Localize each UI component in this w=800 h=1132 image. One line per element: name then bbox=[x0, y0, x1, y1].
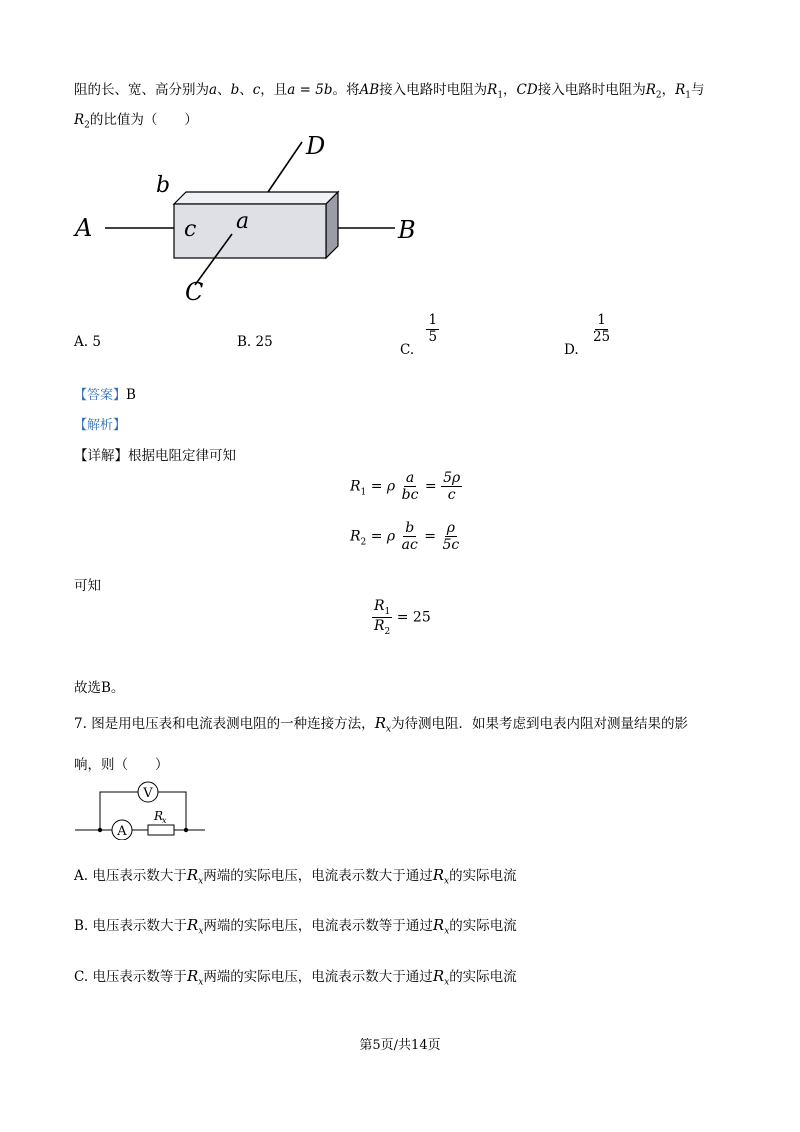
kezhi-text: 可知 bbox=[74, 578, 101, 594]
q6-stem-line1: 阻的长、宽、高分别为a、b、c，且a = 5b。将AB接入电路时电阻为$R_1$，CD接入电路时电阻为$R_2$，$R_1$与 bbox=[74, 82, 705, 101]
fraction: $\frac{1}{5}$ bbox=[428, 312, 438, 345]
svg-text:x: x bbox=[162, 816, 167, 825]
resistor-block-figure bbox=[70, 130, 430, 305]
q7-option-b: B. 电压表示数大于$R_x$两端的实际电压，电流表示数等于通过$R_x$的实际电流 bbox=[74, 916, 517, 937]
answer-line bbox=[74, 384, 136, 403]
q6-option-a: A. 5 bbox=[74, 334, 101, 350]
fraction: $\frac{1}{25}$ bbox=[592, 312, 611, 345]
label-a: a bbox=[236, 209, 250, 234]
label-D: D bbox=[306, 132, 326, 160]
conclusion-text: 故选B。 bbox=[74, 680, 125, 696]
q7-stem-line2: 响，则（ ） bbox=[74, 757, 169, 773]
q6-option-d: D. $\frac{1}{25}$ bbox=[564, 312, 611, 358]
q7-option-c: C. 电压表示数等于$R_x$两端的实际电压，电流表示数大于通过$R_x$的实际电流 bbox=[74, 967, 517, 988]
answer-tag: 【答案】 bbox=[74, 388, 127, 403]
equation-r2: $R_2 = \rho$ $\frac{b}{ac}$ = $\frac{\rho}{5c}$ bbox=[350, 520, 460, 554]
equation-r1: $R_1 = \rho$ $\frac{a}{bc}$ = $\frac{5\rho}{c}$ bbox=[350, 470, 461, 504]
label-B: B bbox=[398, 216, 416, 244]
svg-text:R: R bbox=[154, 809, 164, 823]
label-C: C bbox=[185, 278, 204, 305]
detail-line: 【详解】根据电阻定律可知 bbox=[74, 448, 236, 464]
label-b: b bbox=[156, 173, 171, 198]
label-A: A bbox=[75, 214, 93, 242]
circuit-diagram bbox=[70, 780, 210, 840]
resistor-icon bbox=[148, 825, 174, 835]
label-c: c bbox=[184, 217, 197, 242]
q7-option-a: A. 电压表示数大于$R_x$两端的实际电压，电流表示数大于通过$R_x$的实际电流 bbox=[74, 866, 517, 887]
svg-text:V: V bbox=[143, 786, 153, 801]
q7-stem-line1: 7. 图是用电压表和电流表测电阻的一种连接方法，$R_x$为待测电阻．如果考虑到电表内阻对测量结果的影 bbox=[74, 714, 689, 735]
answer-value: B bbox=[126, 387, 136, 403]
page-footer: 第5页/共14页 bbox=[359, 1038, 441, 1053]
equation-ratio: $\frac{R_1}{R_2}$ = 25 bbox=[374, 598, 431, 637]
analysis-tag: 【解析】 bbox=[74, 418, 127, 433]
q6-option-b: B. 25 bbox=[237, 334, 273, 350]
detail-tag: 【详解】 bbox=[74, 448, 128, 464]
svg-text:A: A bbox=[117, 824, 127, 839]
q6-option-c: C. $\frac{1}{5}$ bbox=[400, 312, 438, 358]
q6-stem-line2: $R_2$的比值为（ ） bbox=[74, 112, 198, 131]
